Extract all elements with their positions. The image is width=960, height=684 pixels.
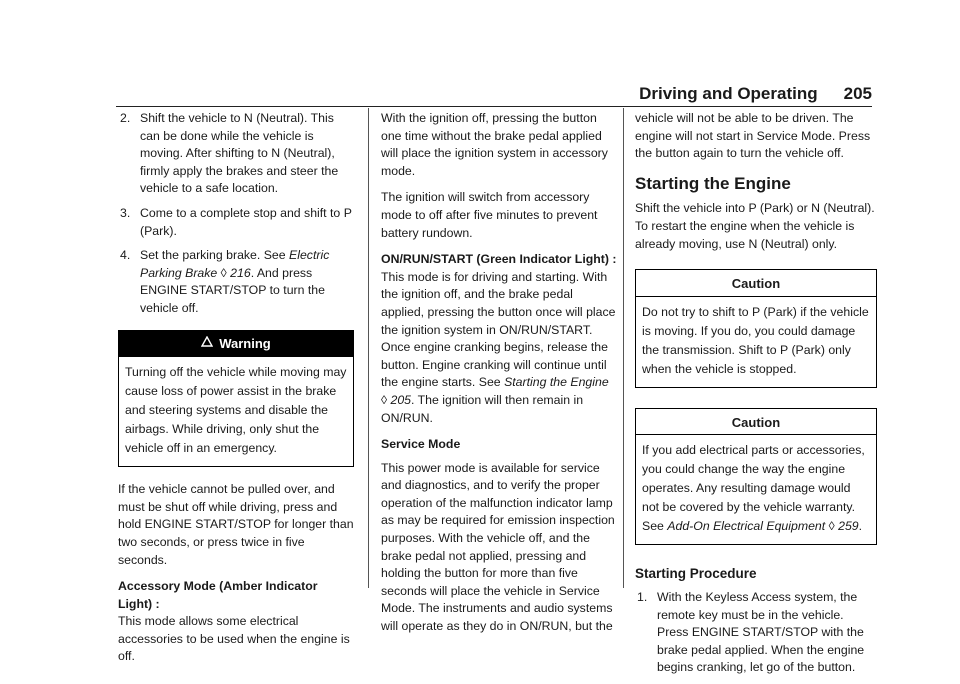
- mode-text-post: . The ignition will then remain in ON/RUN.: [381, 392, 584, 425]
- page-number: 205: [843, 84, 872, 103]
- subsection-heading: Starting Procedure: [635, 566, 757, 582]
- item-text: With the Keyless Access system, the remote key must be in the vehicle. Press ENGINE START/STOP with the brake pedal applied. When the engine begins cranking, let go of the button.: [657, 589, 865, 675]
- mode-label: Accessory Mode (Amber Indicator Light) :: [118, 579, 318, 611]
- item-number: 1.: [637, 589, 648, 604]
- caution-title: Caution: [731, 414, 781, 430]
- caution-text: Do not try to shift to P (Park) if the vehicle is moving. If you do, you could damage the transmission. Shift to P (Park) only when the vehicle is stopped.: [636, 296, 876, 387]
- paragraph: [118, 578, 354, 666]
- paragraph: If the vehicle cannot be pulled over, and must be shut off while driving, press and hold ENGINE START/STOP for longer than two seconds, or press twice in five seconds.: [118, 482, 354, 567]
- page-header: [639, 84, 872, 104]
- crossref-page[interactable]: 259: [838, 519, 859, 534]
- mode-text: This mode allows some electrical accessories to be used when the engine is off.: [118, 614, 350, 664]
- column-1: [118, 110, 354, 675]
- warning-box: [118, 330, 354, 468]
- subheading: Service Mode: [381, 437, 461, 452]
- page-ref-icon: ◊: [828, 519, 835, 534]
- column-2: [381, 110, 617, 645]
- caution-box: [635, 269, 877, 388]
- crossref-page[interactable]: 205: [390, 392, 412, 407]
- paragraph: With the ignition off, pressing the button one time without the brake pedal applied will place the ignition system in accessory mode.: [381, 111, 608, 178]
- paragraph: This power mode is available for service and diagnostics, and to verify the proper operation of the malfunction indicator lamp as may be required for emission inspection purposes. With the vehicle off, and the brake pedal not applied, pressing and holding the button for more than five seconds will place the vehicle in Service Mode. The instruments and audio systems will operate as they do in ON/RUN, but the: [381, 460, 615, 634]
- paragraph: vehicle will not be able to be driven. The engine will not start in Service Mode. Press the button again to turn the vehicle off.: [635, 111, 871, 161]
- item-text-pre: Set the parking brake. See: [140, 248, 290, 263]
- column-divider: [368, 108, 369, 588]
- section-title: Driving and Operating: [639, 84, 818, 103]
- caution-post: .: [858, 519, 863, 534]
- caution-title: Caution: [731, 276, 781, 292]
- page-ref-icon: ◊: [381, 392, 388, 407]
- warning-title: Warning: [219, 335, 271, 351]
- mode-label: ON/RUN/START (Green Indicator Light) :: [381, 252, 617, 267]
- list-item: [118, 247, 354, 317]
- caution-text: [636, 434, 876, 544]
- section-heading: Starting the Engine: [635, 173, 791, 193]
- caution-body: If you add electrical parts or accessories, you could change the way the engine operates. Any resulting damage would not be covered by the vehicle warranty. See: [642, 443, 865, 534]
- crossref-link[interactable]: Electric Parking Brake: [140, 248, 330, 280]
- paragraph: Shift the vehicle into P (Park) or N (Neutral). To restart the engine when the vehicle is already moving, use N (Neutral) only.: [635, 201, 875, 251]
- header-rule: [116, 106, 872, 107]
- item-text: Shift the vehicle to N (Neutral). This can be done while the vehicle is moving. After shifting to N (Neutral), firmly apply the brakes and steer the vehicle to a safe location.: [140, 111, 339, 196]
- list-item: [635, 589, 877, 677]
- item-text-post: . And press ENGINE START/STOP to turn the vehicle off.: [140, 265, 325, 315]
- item-number: 3.: [120, 205, 131, 220]
- item-number: 4.: [120, 248, 131, 263]
- item-text: Come to a complete stop and shift to P (Park).: [140, 205, 352, 238]
- crossref-page[interactable]: 216: [230, 265, 251, 280]
- crossref-link[interactable]: Starting the Engine: [504, 375, 609, 390]
- column-3: [635, 110, 877, 684]
- column-divider: [623, 108, 624, 588]
- page-ref-icon: ◊: [220, 265, 227, 280]
- crossref-link[interactable]: Add-On Electrical Equipment: [667, 519, 826, 534]
- paragraph: The ignition will switch from accessory mode to off after five minutes to prevent battery rundown.: [381, 190, 598, 240]
- warning-icon: [201, 335, 213, 353]
- warning-header: [118, 330, 354, 358]
- mode-text: This mode is for driving and starting. With the ignition off, and the brake pedal applied, pressing the button once will place the ignition system in ON/RUN/START. Once engine cranking begins, release the button. Engine cranking will continue until the engine starts. See: [381, 269, 616, 390]
- list-item: [118, 110, 354, 198]
- warning-text: Turning off the vehicle while moving may cause loss of power assist in the brake and steering systems and disable the airbags. While driving, only shut the vehicle off in an emergency.: [118, 357, 354, 467]
- item-text: [140, 247, 354, 317]
- item-number: 2.: [120, 111, 131, 125]
- paragraph: [381, 251, 617, 427]
- list-item: [118, 205, 354, 240]
- caution-box: [635, 408, 877, 546]
